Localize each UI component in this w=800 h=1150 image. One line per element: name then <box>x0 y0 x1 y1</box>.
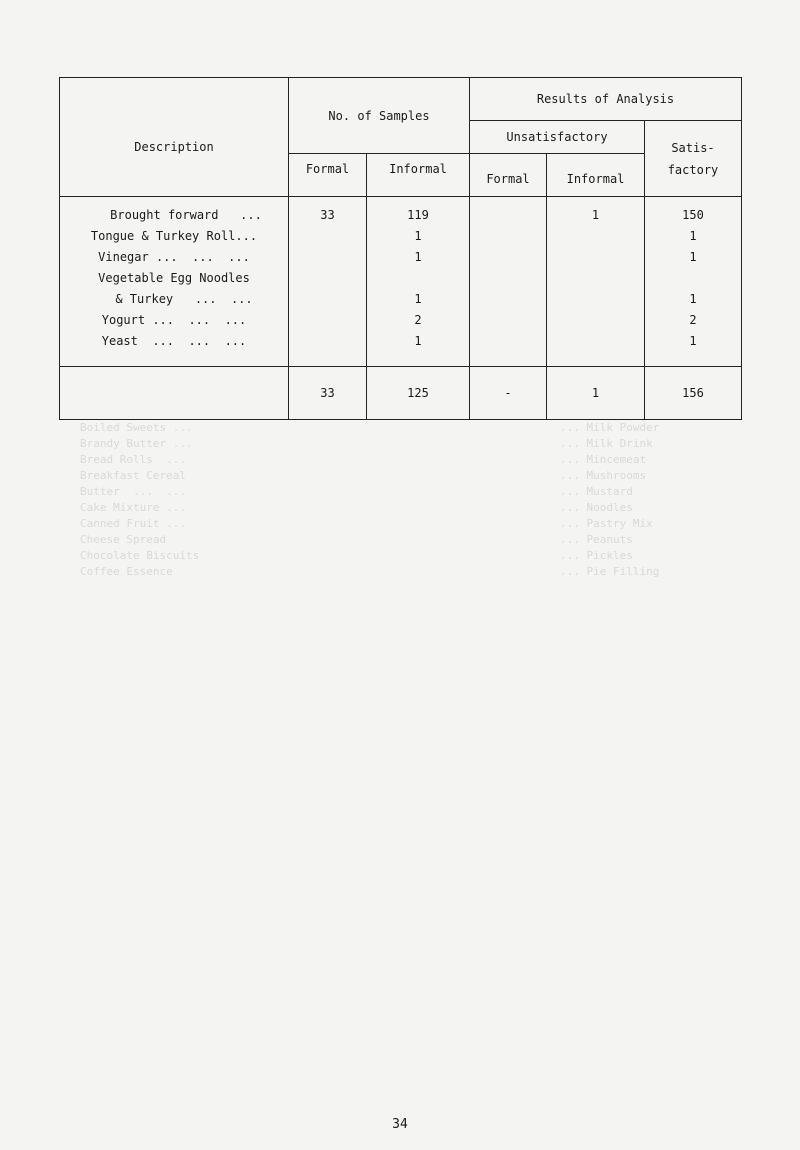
row-description: & Turkey ... ... <box>115 292 253 306</box>
header-no-of-samples: No. of Samples <box>289 78 470 154</box>
total-samples-formal: 33 <box>289 367 367 420</box>
cell-samples-informal: 1 <box>414 334 422 348</box>
cell-unsat-formal <box>470 331 546 352</box>
cell-unsat-formal <box>470 289 546 310</box>
total-samples-informal: 125 <box>367 367 470 420</box>
header-unsat-formal: Formal <box>470 154 547 197</box>
row-description: Vegetable Egg Noodles <box>98 271 250 285</box>
cell-unsat-formal <box>470 226 546 247</box>
cell-satisfactory: 150 <box>682 208 704 222</box>
header-satisfactory: Satis- factory <box>645 121 742 197</box>
cell-samples-informal <box>367 268 469 289</box>
cell-samples-formal <box>289 247 366 268</box>
cell-samples-formal <box>289 289 366 310</box>
unsat-informal-column <box>547 197 645 367</box>
cell-samples-informal: 1 <box>414 250 422 264</box>
cell-samples-informal: 2 <box>414 313 422 327</box>
cell-satisfactory: 1 <box>689 292 697 306</box>
show-through-text-right: ... Milk Powder ... Milk Drink ... Mincemeat ... Mushrooms ... Mustard ... Noodles ... Pastry Mix ... Peanuts ... Pickles ... Pie Filling <box>560 421 660 578</box>
cell-samples-formal <box>289 268 366 289</box>
show-through-text: Boiled Sweets ... Brandy Butter ... Bread Rolls ... Breakfast Cereal Butter ... ... Cake Mixture ... Canned Fruit ... Cheese Spread Chocolate Biscuits Coffee Essence <box>80 421 200 578</box>
header-samples-informal: Informal <box>367 154 470 197</box>
cell-samples-informal: 119 <box>407 208 429 222</box>
header-results-of-analysis: Results of Analysis <box>470 78 742 121</box>
satisfactory-column <box>645 197 742 367</box>
header-samples-formal: Formal <box>289 154 367 197</box>
cell-unsat-formal <box>470 205 546 226</box>
cell-samples-informal: 1 <box>414 292 422 306</box>
row-description: Tongue & Turkey Roll... <box>90 229 258 243</box>
page-number: 34 <box>392 1117 408 1132</box>
total-unsat-formal: - <box>470 367 547 420</box>
cell-satisfactory <box>645 268 741 289</box>
description-column <box>60 197 289 367</box>
header-description: Description <box>60 78 289 197</box>
cell-unsat-informal <box>547 289 644 310</box>
header-unsat-informal: Informal <box>547 154 645 197</box>
cell-unsat-formal <box>470 310 546 331</box>
row-description: Vinegar ... ... ... <box>98 250 250 264</box>
cell-samples-informal: 1 <box>414 229 422 243</box>
cell-satisfactory: 1 <box>689 334 697 348</box>
samples-informal-column <box>367 197 470 367</box>
cell-unsat-informal <box>547 268 644 289</box>
total-satisfactory: 156 <box>645 367 742 420</box>
total-unsat-informal: 1 <box>547 367 645 420</box>
samples-formal-column <box>289 197 367 367</box>
row-description: Brought forward ... <box>110 208 262 222</box>
total-description <box>60 367 289 420</box>
cell-unsat-formal <box>470 247 546 268</box>
cell-samples-formal <box>289 331 366 352</box>
totals-row <box>60 367 742 420</box>
row-description: Yogurt ... ... ... <box>101 313 247 327</box>
cell-unsat-informal: 1 <box>591 208 600 222</box>
row-description: Yeast ... ... ... <box>101 334 247 348</box>
unsat-formal-column <box>470 197 547 367</box>
cell-satisfactory: 2 <box>689 313 697 327</box>
cell-unsat-informal <box>547 226 644 247</box>
header-unsatisfactory: Unsatisfactory <box>470 121 645 154</box>
cell-satisfactory: 1 <box>689 229 697 243</box>
cell-samples-formal: 33 <box>320 208 335 222</box>
cell-samples-formal <box>289 226 366 247</box>
cell-unsat-informal <box>547 247 644 268</box>
results-table <box>59 77 742 420</box>
cell-unsat-informal <box>547 310 644 331</box>
cell-satisfactory: 1 <box>689 250 697 264</box>
cell-unsat-formal <box>470 268 546 289</box>
cell-unsat-informal <box>547 331 644 352</box>
cell-samples-formal <box>289 310 366 331</box>
